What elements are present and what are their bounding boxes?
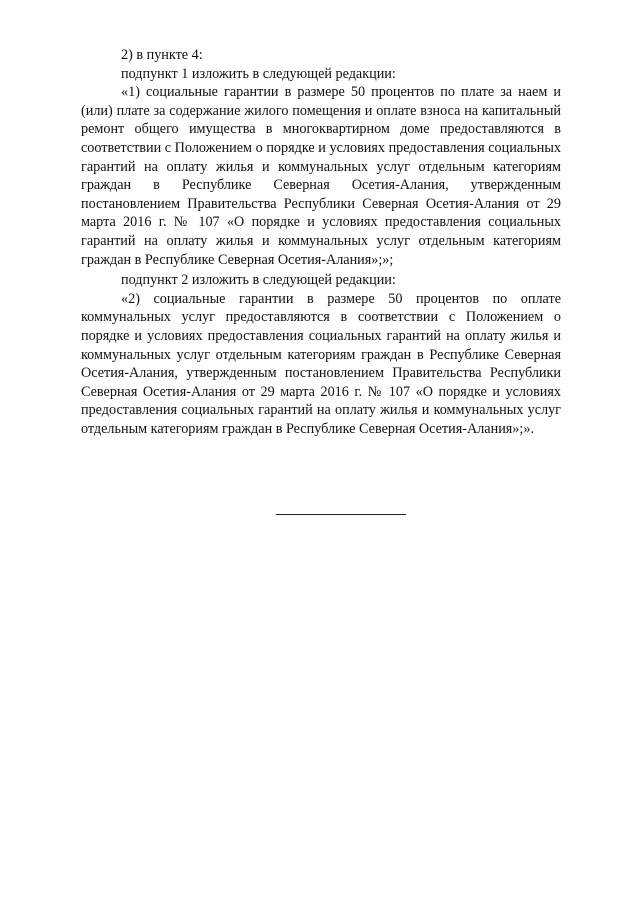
subitem-1-intro: подпункт 1 изложить в следующей редакции: [121,65,396,82]
subitem-2-text: «2) социальные гарантии в размере 50 процентов по оплате коммунальных услуг предоставляются в соответствии с Положением о порядке и условиях предоставления социальных гарантий на оплату жилья и коммунальных услуг отдельным категориям граждан в Республике Северная Осетия-Алания, утвержденным постановлением Правительства Республики Северная Осетия-Алания от 29 марта 2016 г. № 107 «О порядке и условиях предоставления социальных гарантий на оплату жилья и коммунальных услуг отдельным категориям граждан в Республике Северная Осетия-Алания»;». [81,290,561,437]
item-2-heading: 2) в пункте 4: [121,47,203,63]
end-separator-line [276,514,406,515]
document-body [81,46,561,438]
subitem-1-text: «1) социальные гарантии в размере 50 процентов по плате за наем и (или) плате за содержание жилого помещения и оплате взноса на капитальный ремонт общего имущества в многоквартирном доме предоставляются в соответствии с Положением о порядке и условиях предоставления социальных гарантий на оплату жилья и коммунальных услуг отдельным категориям граждан в Республике Северная Осетия-Алания, утвержденным постановлением Правительства Республики Северная Осетия-Алания от 29 марта 2016 г. № 107 «О порядке и условиях предоставления социальных гарантий на оплату жилья и коммунальных услуг отдельным категориям граждан в Республике Северная Осетия-Алания»;»; [81,84,561,268]
subitem-2-intro: подпункт 2 изложить в следующей редакции: [121,272,396,289]
